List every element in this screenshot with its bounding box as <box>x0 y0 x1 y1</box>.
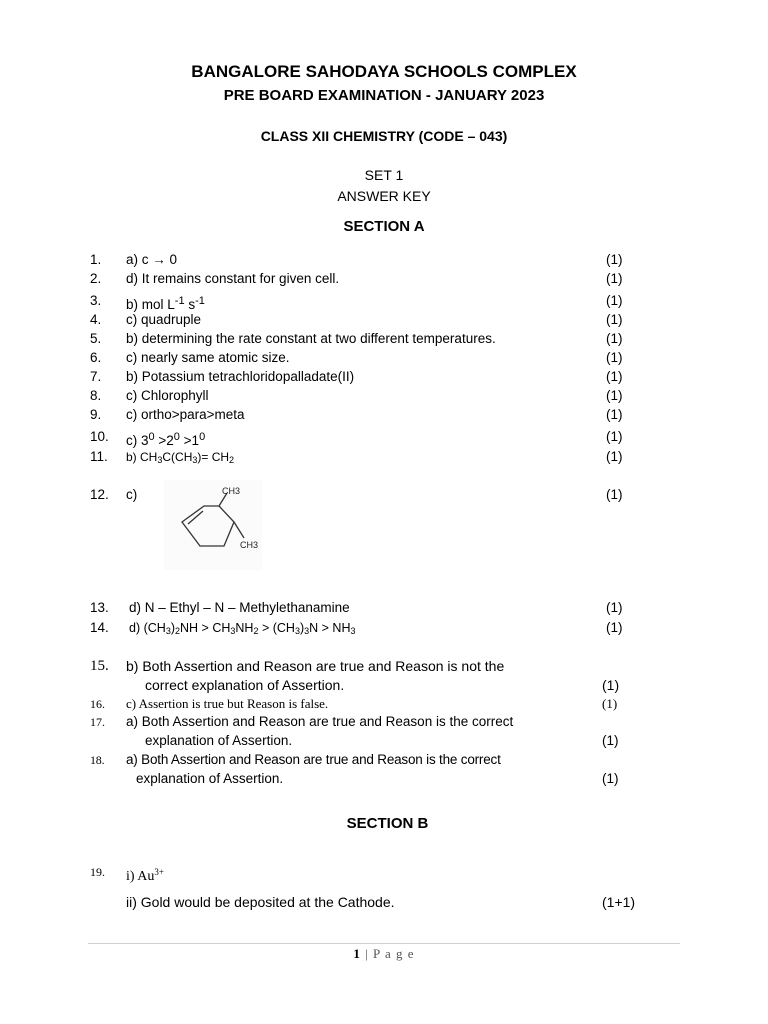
marks: (1) <box>606 331 623 346</box>
section-a-heading: SECTION A <box>343 218 425 235</box>
answer-text: c) Assertion is true but Reason is false. <box>126 696 329 711</box>
question-number: 14. <box>90 620 109 635</box>
marks: (1) <box>602 696 618 711</box>
class-subject-line: CLASS XII CHEMISTRY (CODE – 043) <box>260 128 508 144</box>
page-footer <box>0 946 768 962</box>
answer-text: b) mol $L^{-1}$ $s^{-1}$ <box>126 295 205 312</box>
page-number: 1 <box>353 946 361 961</box>
question-number: 2. <box>90 271 102 286</box>
question-number: 18. <box>90 753 105 767</box>
answer-text: c) <box>126 487 138 502</box>
methyl-label-top: CH3 <box>222 486 241 496</box>
marks: (1) <box>602 677 620 693</box>
footer-divider <box>88 943 680 944</box>
answer-text: c) quadruple <box>126 312 202 327</box>
question-number: 16. <box>90 697 105 711</box>
question-number: 4. <box>90 312 102 327</box>
question-number: 11. <box>90 449 108 464</box>
question-number: 8. <box>90 388 102 403</box>
answer-text: a) c → 0 <box>126 252 178 267</box>
answer-text: d) $(CH_3)_2NH > CH_3NH_2 > (CH_3)_3N > NH_3$ <box>129 621 356 636</box>
question-number: 9. <box>90 407 102 422</box>
question-number: 13. <box>90 600 109 615</box>
dimethylcyclopentene-structure <box>164 480 262 570</box>
marks: (1) <box>606 312 623 327</box>
answer-text: d) N – Ethyl – N – Methylethanamine <box>129 600 350 615</box>
answer-text: b) $CH_3C(CH_3)= CH_2$ <box>126 450 235 465</box>
answer-text: i) $Au^{3+}$ <box>126 867 164 884</box>
exam-subtitle: PRE BOARD EXAMINATION - JANUARY 2023 <box>223 87 545 104</box>
page-title: BANGALORE SAHODAYA SCHOOLS COMPLEX <box>191 62 577 81</box>
answer-text: explanation of Assertion. <box>136 771 284 786</box>
marks: (1) <box>606 407 623 422</box>
marks: (1) <box>606 487 623 502</box>
marks: (1) <box>602 771 619 786</box>
marks: (1) <box>606 620 623 635</box>
question-number: 1. <box>90 252 102 267</box>
answer-text: c) $3^0 >2^0 >1^0$ <box>126 431 206 448</box>
answer-text: b) Both Assertion and Reason are true and Reason is not the <box>126 658 505 674</box>
question-number: 10. <box>90 429 109 444</box>
answer-text: a) Both Assertion and Reason are true and Reason is the correct <box>126 714 514 729</box>
answer-text: explanation of Assertion. <box>145 733 293 748</box>
answer-text: c) Chlorophyll <box>126 388 209 403</box>
question-number: 6. <box>90 350 102 365</box>
answer-text: c) ortho>para>meta <box>126 407 245 422</box>
marks: (1) <box>606 293 623 308</box>
answer-text: c) nearly same atomic size. <box>126 350 290 365</box>
set-label: SET 1 <box>364 167 404 183</box>
question-number: 12. <box>90 487 109 502</box>
marks: (1+1) <box>602 894 636 910</box>
answer-text: a) Both Assertion and Reason are true and Reason is the correct <box>126 752 501 767</box>
answer-text: b) Potassium tetrachloridopalladate(II) <box>126 369 355 384</box>
marks: (1) <box>606 429 623 444</box>
marks: (1) <box>606 271 623 286</box>
question-number: 5. <box>90 331 102 346</box>
section-b-heading: SECTION B <box>346 815 429 832</box>
methyl-label-bottom: CH3 <box>240 540 259 550</box>
marks: (1) <box>606 369 623 384</box>
question-number: 17. <box>90 715 105 729</box>
question-number: 3. <box>90 293 102 308</box>
answer-text: d) It remains constant for given cell. <box>126 271 340 286</box>
marks: (1) <box>606 449 623 464</box>
question-number: 19. <box>90 865 105 879</box>
question-number: 7. <box>90 369 102 384</box>
question-number: 15. <box>90 658 109 674</box>
footer-separator: | <box>360 946 374 961</box>
marks: (1) <box>606 600 623 615</box>
marks: (1) <box>606 388 623 403</box>
answer-text: ii) Gold would be deposited at the Cathode. <box>126 894 395 910</box>
page-label: P a g e <box>373 946 415 961</box>
marks: (1) <box>602 733 619 748</box>
marks: (1) <box>606 350 623 365</box>
answer-text: b) determining the rate constant at two different temperatures. <box>126 331 496 346</box>
answer-text: correct explanation of Assertion. <box>145 677 345 693</box>
marks: (1) <box>606 252 623 267</box>
answer-key-label: ANSWER KEY <box>337 188 431 204</box>
